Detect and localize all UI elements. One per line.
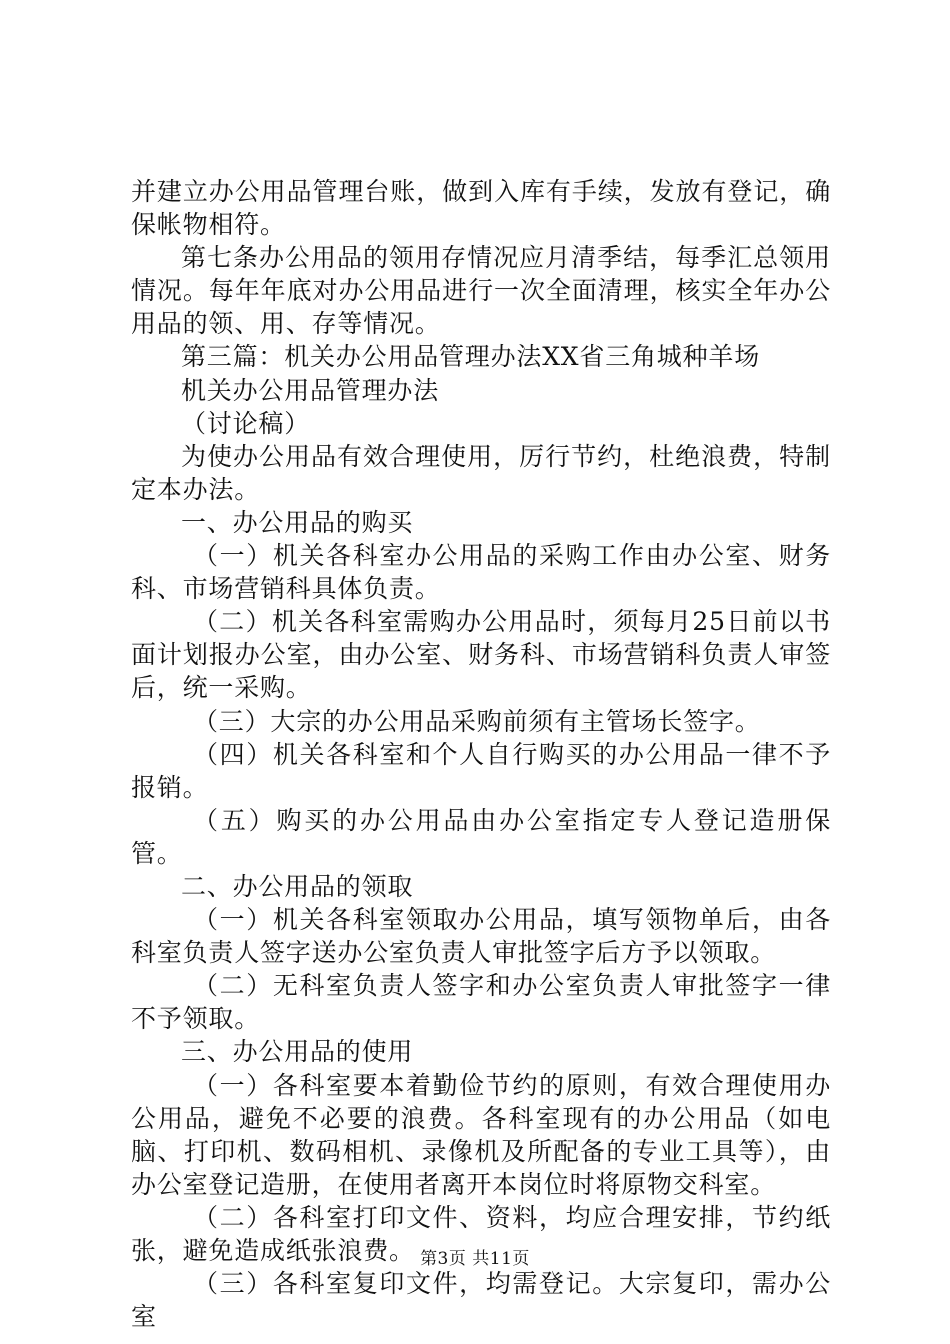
list-item: （一）机关各科室领取办公用品，填写领物单后，由各科室负责人签字送办公室负责人审批签字后方予以领取。 bbox=[131, 905, 831, 968]
paragraph: 为使办公用品有效合理使用，厉行节约，杜绝浪费，特制定本办法。 bbox=[131, 441, 831, 504]
page-footer bbox=[0, 1244, 950, 1269]
list-item: （三）各科室复印文件，均需登记。大宗复印，需办公室 bbox=[131, 1269, 831, 1332]
document-body bbox=[131, 175, 831, 1333]
list-item: （一）机关各科室办公用品的采购工作由办公室、财务科、市场营销科具体负责。 bbox=[131, 541, 831, 604]
list-item: （二）各科室打印文件、资料，均应合理安排，节约纸张，避免造成纸张浪费。 bbox=[131, 1202, 831, 1265]
paragraph: 第七条办公用品的领用存情况应月清季结，每季汇总领用情况。每年年底对办公用品进行一次全面清理，核实全年办公用品的领、用、存等情况。 bbox=[131, 243, 831, 339]
section-heading: 第三篇：机关办公用品管理办法XX省三角城种羊场 bbox=[181, 342, 760, 372]
list-item: （一）各科室要本着勤俭节约的原则，有效合理使用办公用品，避免不必要的浪费。各科室现有的办公用品（如电脑、打印机、数码相机、录像机及所配备的专业工具等），由办公室登记造册，在使用者离开本岗位时将原物交科室。 bbox=[131, 1070, 831, 1199]
document-title: 机关办公用品管理办法 bbox=[181, 375, 440, 405]
section-heading: 二、办公用品的领取 bbox=[181, 871, 414, 901]
document-subtitle: （讨论稿） bbox=[181, 408, 311, 438]
list-item: （二）机关各科室需购办公用品时，须每月25日前以书面计划报办公室，由办公室、财务科、市场营销科负责人审签后，统一采购。 bbox=[131, 607, 831, 703]
section-heading: 三、办公用品的使用 bbox=[181, 1037, 414, 1067]
list-item: （四）机关各科室和个人自行购买的办公用品一律不予报销。 bbox=[131, 739, 831, 802]
list-item: （五）购买的办公用品由办公室指定专人登记造册保管。 bbox=[131, 805, 831, 868]
section-heading: 一、办公用品的购买 bbox=[181, 507, 414, 537]
paragraph: 并建立办公用品管理台账，做到入库有手续，发放有登记，确保帐物相符。 bbox=[131, 177, 831, 240]
list-item: （三）大宗的办公用品采购前须有主管场长签字。 bbox=[193, 706, 761, 736]
page-number: 第3页 共11页 bbox=[420, 1249, 530, 1269]
list-item: （二）无科室负责人签字和办公室负责人审批签字一律不予领取。 bbox=[131, 971, 831, 1034]
